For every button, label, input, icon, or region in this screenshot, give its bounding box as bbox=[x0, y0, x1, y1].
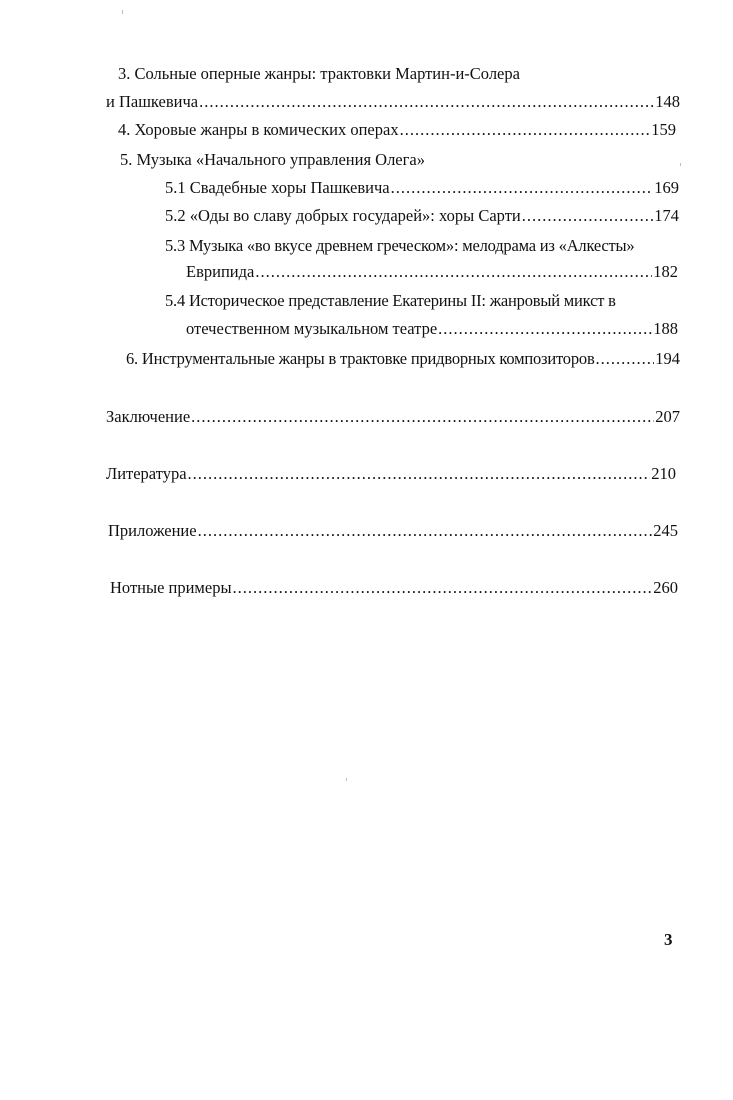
toc-item-5-title: 5. Музыка «Начального управления Олега» bbox=[120, 150, 425, 169]
toc-item-5-1-page: 169 bbox=[654, 178, 679, 197]
toc-appendix-title: Приложение bbox=[108, 521, 197, 540]
toc-item-5-4-line2 bbox=[186, 319, 678, 339]
toc-item-4-title: 4. Хоровые жанры в комических операх bbox=[118, 120, 399, 139]
toc-item-3-page: 148 bbox=[655, 92, 680, 111]
toc-item-5-3-title: Еврипида bbox=[186, 262, 255, 281]
toc-appendix-page: 245 bbox=[653, 521, 678, 540]
toc-item-6-page: 194 bbox=[655, 349, 680, 368]
toc-music-examples-page: 260 bbox=[653, 578, 678, 597]
toc-item-5-2-page: 174 bbox=[654, 206, 679, 225]
toc-item-5-3-line1: 5.3 Музыка «во вкусе древнем греческом»: мелодрама из «Алкесты» bbox=[165, 236, 635, 255]
toc-item-3-line2 bbox=[106, 92, 680, 112]
scan-speck bbox=[346, 778, 347, 781]
toc-item-5-3-page: 182 bbox=[653, 262, 678, 281]
toc-item-5-2 bbox=[165, 206, 679, 226]
page-number: 3 bbox=[664, 930, 673, 949]
toc-item-5-1 bbox=[165, 178, 679, 198]
toc-leader-dots bbox=[596, 349, 655, 369]
toc-leader-dots bbox=[233, 578, 653, 598]
toc-music-examples bbox=[110, 578, 678, 598]
toc-item-3-title: и Пашкевича bbox=[106, 92, 199, 111]
toc-leader-dots bbox=[438, 319, 652, 339]
toc-leader-dots bbox=[400, 120, 651, 140]
toc-item-5-4-page: 188 bbox=[653, 319, 678, 338]
toc-leader-dots bbox=[198, 521, 653, 541]
scan-speck bbox=[122, 10, 123, 14]
toc-item-5-3-line2 bbox=[186, 262, 678, 282]
toc-item-5-4-line1: 5.4 Историческое представление Екатерины II: жанровый микст в bbox=[165, 291, 616, 310]
toc-item-5-1-title: 5.1 Свадебные хоры Пашкевича bbox=[165, 178, 390, 197]
toc-item-5-2-title: 5.2 «Оды во славу добрых государей»: хоры Сарти bbox=[165, 206, 521, 225]
toc-item-4 bbox=[118, 120, 676, 140]
toc-literature-title: Литература bbox=[106, 464, 187, 483]
toc-item-6-title: 6. Инструментальные жанры в трактовке придворных композиторов bbox=[126, 349, 595, 368]
scan-speck bbox=[680, 163, 681, 166]
toc-item-4-page: 159 bbox=[651, 120, 676, 139]
toc-item-5-4-title: отечественном музыкальном театре bbox=[186, 319, 438, 338]
toc-literature-page: 210 bbox=[651, 464, 676, 483]
toc-leader-dots bbox=[199, 92, 654, 112]
toc-leader-dots bbox=[391, 178, 654, 198]
toc-item-3-line1: 3. Сольные оперные жанры: трактовки Мартин-и-Солера bbox=[118, 64, 520, 83]
toc-appendix bbox=[108, 521, 678, 541]
toc-conclusion bbox=[106, 407, 680, 427]
toc-literature bbox=[106, 464, 676, 484]
toc-leader-dots bbox=[188, 464, 651, 484]
toc-conclusion-page: 207 bbox=[655, 407, 680, 426]
toc-item-6 bbox=[126, 349, 680, 369]
toc-leader-dots bbox=[255, 262, 652, 282]
toc-leader-dots bbox=[522, 206, 654, 226]
toc-leader-dots bbox=[191, 407, 654, 427]
toc-conclusion-title: Заключение bbox=[106, 407, 191, 426]
toc-music-examples-title: Нотные примеры bbox=[110, 578, 232, 597]
